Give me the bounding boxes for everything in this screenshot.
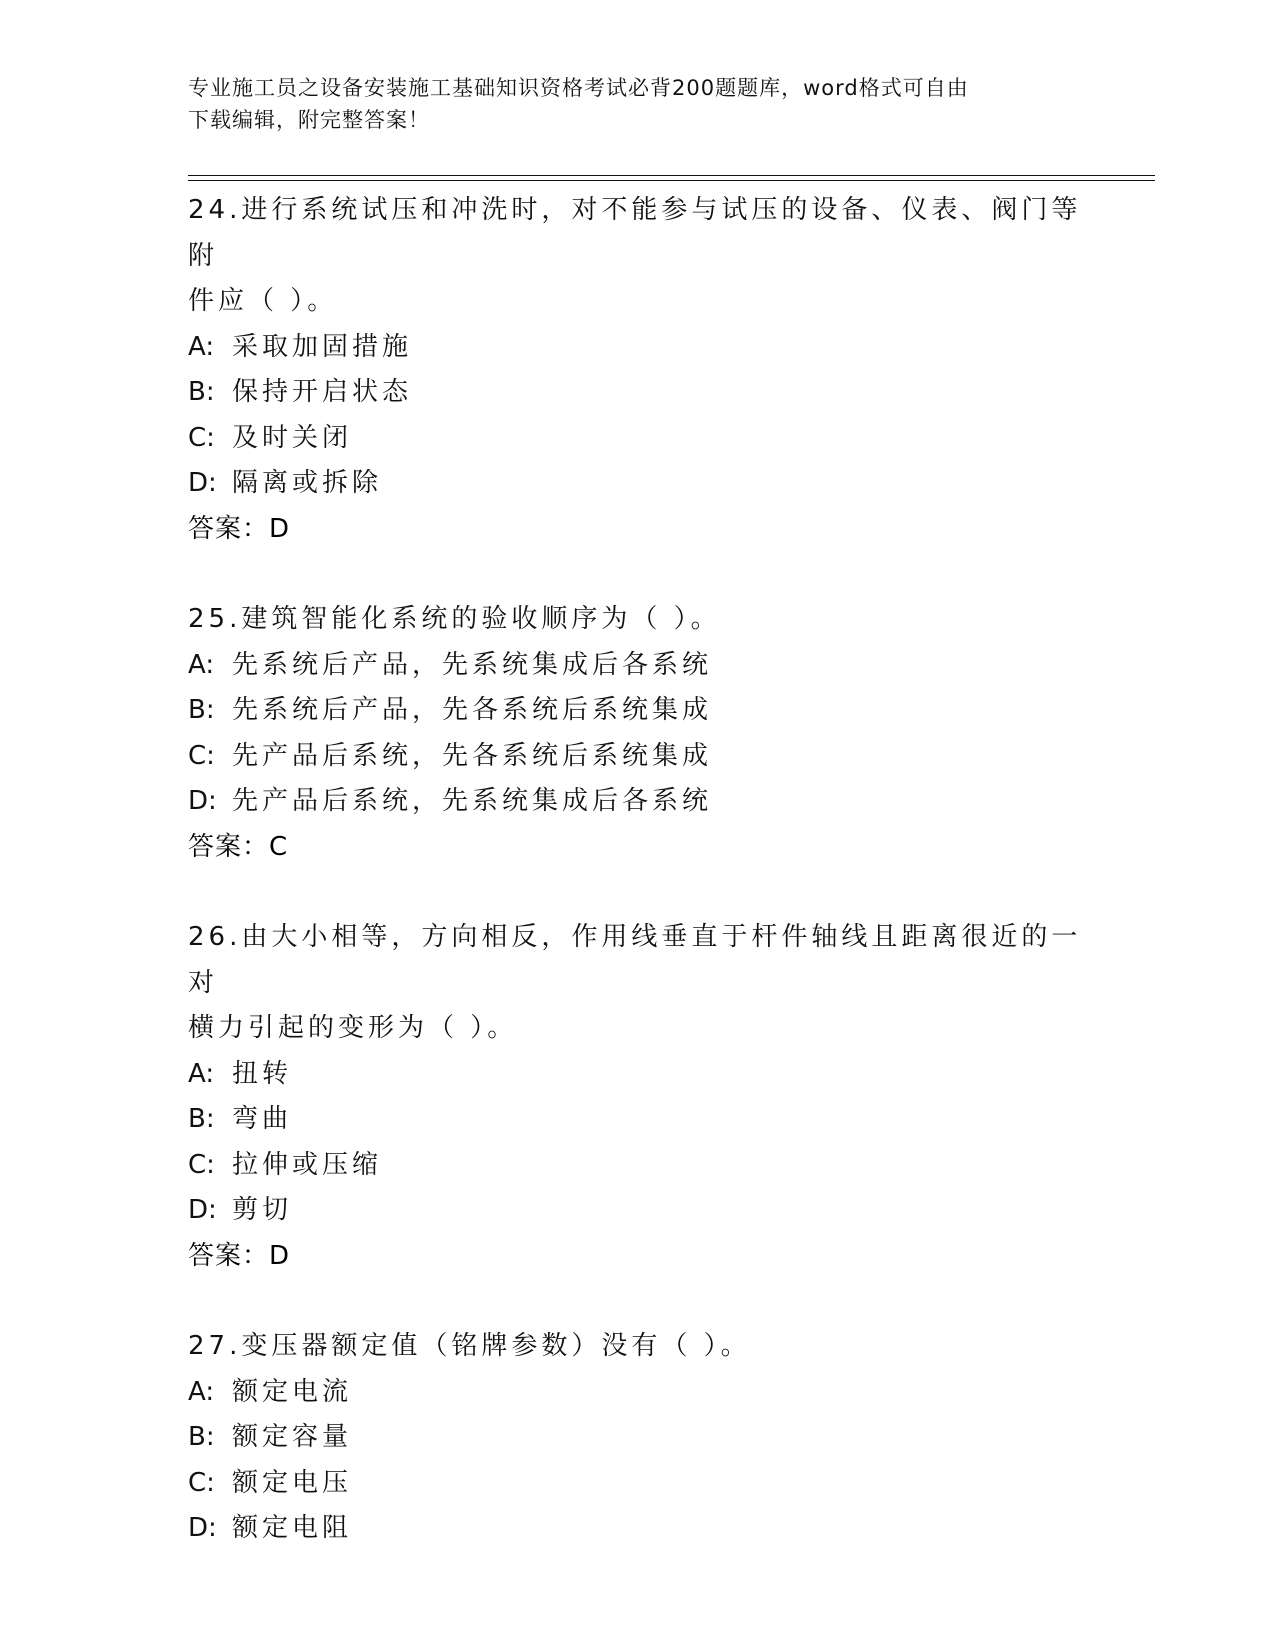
option-text: 扭转: [232, 1058, 293, 1089]
document-header: [188, 72, 1068, 136]
option-d: [188, 779, 1108, 825]
option-text: 额定电阻: [232, 1513, 353, 1543]
option-letter: C:: [188, 740, 215, 771]
option-text: 隔离或拆除: [232, 468, 383, 498]
question-stem-line-2: 横力引起的变形为（ ）。: [188, 1013, 518, 1043]
question-24: [188, 188, 1108, 552]
option-letter: C:: [188, 1467, 215, 1498]
option-c: [188, 1143, 1108, 1189]
option-text: 及时关闭: [232, 422, 353, 453]
answer-label: 答案：D: [188, 513, 291, 544]
option-letter: B:: [188, 1104, 215, 1134]
option-letter: D:: [188, 786, 217, 816]
header-line-1: 专业施工员之设备安装施工基础知识资格考试必背200题题库，word格式可自由: [188, 76, 969, 100]
option-text: 先系统后产品，先各系统后系统集成: [232, 695, 713, 725]
option-letter: A:: [188, 1376, 215, 1407]
option-letter: D:: [188, 468, 217, 498]
question-stem-line-1: 27.变压器额定值（铭牌参数）没有（ ）。: [188, 1331, 751, 1361]
option-text: 额定容量: [232, 1422, 353, 1452]
option-text: 先系统后产品，先系统集成后各系统: [232, 649, 713, 680]
option-letter: B:: [188, 1422, 215, 1452]
option-letter: D:: [188, 1195, 217, 1225]
option-text: 拉伸或压缩: [232, 1149, 383, 1180]
answer-label: 答案：C: [188, 831, 289, 862]
option-a: [188, 1370, 1108, 1416]
option-text: 先产品后系统，先各系统后系统集成: [232, 740, 713, 771]
option-c: [188, 734, 1108, 780]
option-text: 先产品后系统，先系统集成后各系统: [232, 786, 713, 816]
header-divider-bottom: [188, 180, 1155, 181]
option-letter: B:: [188, 695, 215, 725]
question-stem-line-1: 26.由大小相等，方向相反，作用线垂直于杆件轴线且距离很近的一对: [188, 922, 1082, 998]
option-b: [188, 370, 1108, 416]
option-b: [188, 1097, 1108, 1143]
option-b: [188, 688, 1108, 734]
option-text: 额定电压: [232, 1467, 353, 1498]
option-text: 剪切: [232, 1195, 293, 1225]
question-27: [188, 1324, 1108, 1552]
header-divider-top: [188, 175, 1155, 176]
answer-label: 答案：D: [188, 1240, 291, 1271]
option-letter: A:: [188, 649, 215, 680]
option-letter: B:: [188, 377, 215, 407]
option-letter: A:: [188, 1058, 215, 1089]
question-26: [188, 915, 1108, 1279]
option-d: [188, 461, 1108, 507]
question-stem-line-1: 25.建筑智能化系统的验收顺序为（ ）。: [188, 604, 721, 634]
option-c: [188, 416, 1108, 462]
question-25: [188, 597, 1108, 870]
option-text: 采取加固措施: [232, 331, 413, 362]
option-text: 保持开启状态: [232, 377, 413, 407]
option-letter: C:: [188, 1149, 215, 1180]
question-list: [188, 188, 1108, 1597]
option-letter: D:: [188, 1513, 217, 1543]
option-d: [188, 1506, 1108, 1552]
option-a: [188, 325, 1108, 371]
header-line-2: 下载编辑，附完整答案！: [188, 108, 430, 132]
option-c: [188, 1461, 1108, 1507]
option-letter: C:: [188, 422, 215, 453]
option-letter: A:: [188, 331, 215, 362]
option-b: [188, 1415, 1108, 1461]
option-a: [188, 1052, 1108, 1098]
option-a: [188, 643, 1108, 689]
option-d: [188, 1188, 1108, 1234]
question-stem-line-1: 24.进行系统试压和冲洗时，对不能参与试压的设备、仪表、阀门等附: [188, 195, 1082, 271]
option-text: 弯曲: [232, 1104, 293, 1134]
option-text: 额定电流: [232, 1376, 353, 1407]
question-stem-line-2: 件应（ ）。: [188, 286, 338, 316]
